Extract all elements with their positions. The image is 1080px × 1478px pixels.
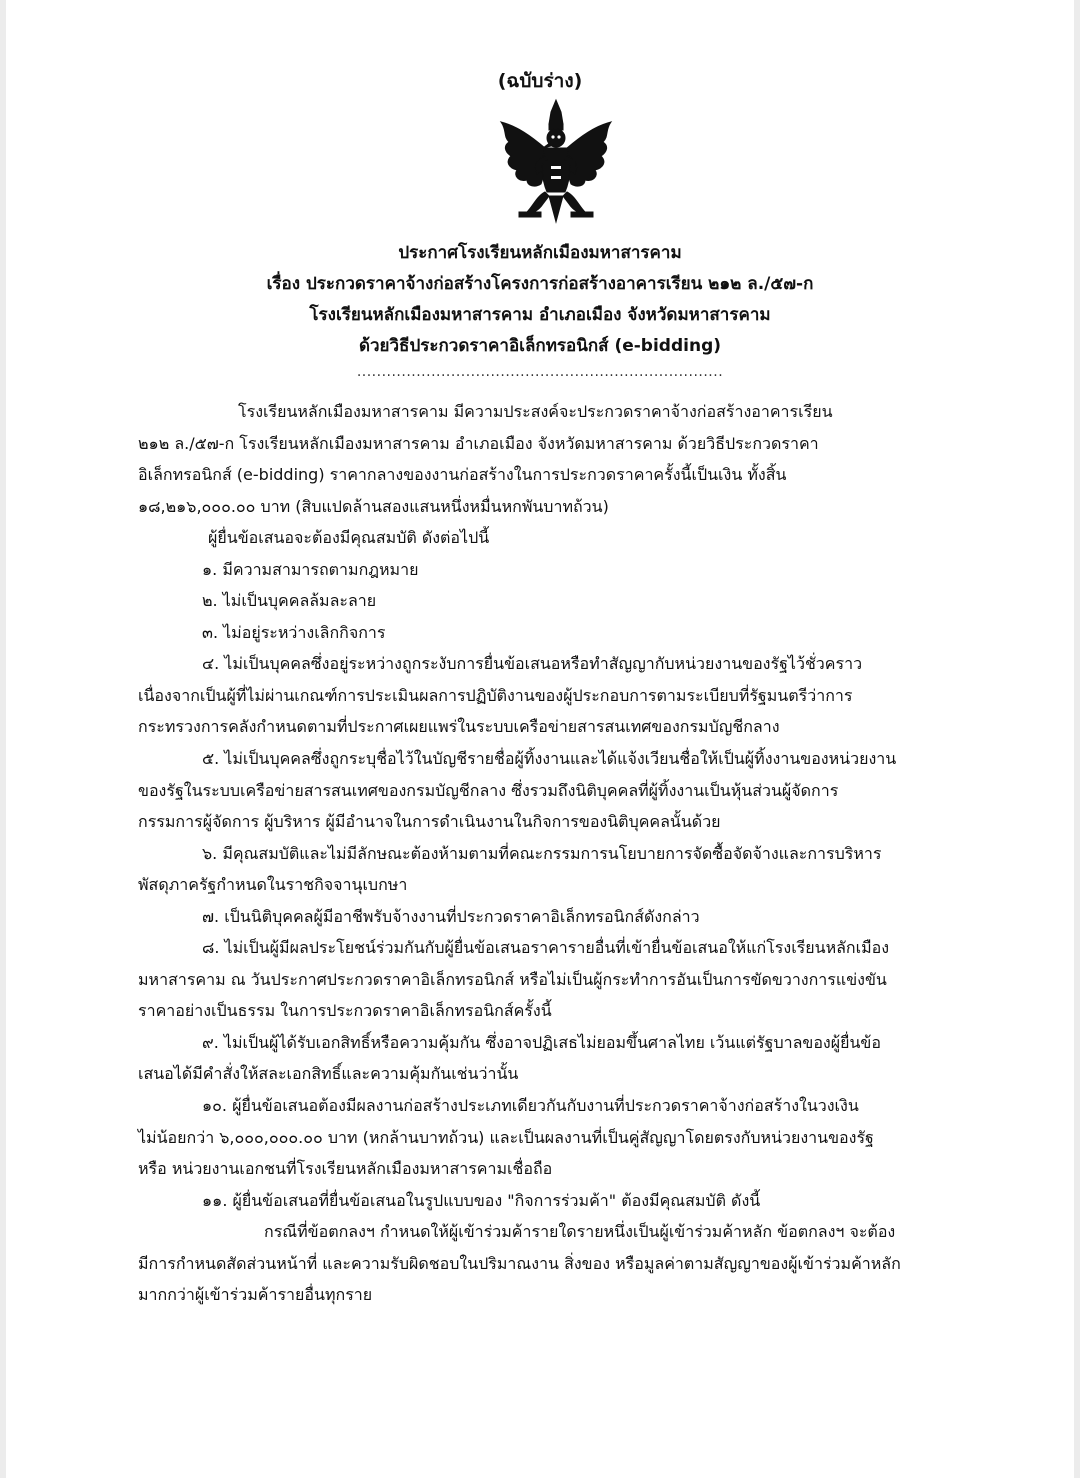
heading-title: ประกาศโรงเรียนหลักเมืองมหาสารคาม	[398, 243, 682, 263]
body-line: ๑. มีความสามารถตามกฎหมาย	[202, 559, 419, 579]
body-line: โรงเรียนหลักเมืองมหาสารคาม มีความประสงค์จะประกวดราคาจ้างก่อสร้างอาคารเรียน	[238, 402, 833, 421]
body-line: กรณีที่ข้อตกลงฯ กำหนดให้ผู้เข้าร่วมค้ารายใดรายหนึ่งเป็นผู้เข้าร่วมค้าหลัก ข้อตกลงฯ จะต้อง	[264, 1222, 896, 1242]
announcement-heading	[6, 238, 1074, 362]
body-line: อิเล็กทรอนิกส์ (e-bidding) ราคากลางของงานก่อสร้างในการประกวดราคาครั้งนี้เป็นเงิน ทั้งสิ้น	[138, 465, 787, 485]
body-line: ๖. มีคุณสมบัติและไม่มีลักษณะต้องห้ามตามที่คณะกรรมการนโยบายการจัดซื้อจัดจ้างและการบริหาร	[202, 843, 882, 863]
body-line: ๕. ไม่เป็นบุคคลซึ่งถูกระบุชื่อไว้ในบัญชีรายชื่อผู้ทิ้งงานและได้แจ้งเวียนชื่อให้เป็นผู้ทิ้งงานของหน่วยงาน	[202, 749, 897, 769]
body-line: ๓. ไม่อยู่ระหว่างเลิกกิจการ	[202, 622, 386, 642]
body-line: ๒๑๒ ล./๕๗-ก โรงเรียนหลักเมืองมหาสารคาม อำเภอเมือง จังหวัดมหาสารคาม ด้วยวิธีประกวดราคา	[138, 433, 819, 453]
heading-location: โรงเรียนหลักเมืองมหาสารคาม อำเภอเมือง จังหวัดมหาสารคาม	[309, 305, 771, 325]
heading-subject: เรื่อง ประกวดราคาจ้างก่อสร้างโครงการก่อสร้างอาคารเรียน ๒๑๒ ล./๕๗-ก	[266, 274, 814, 294]
body-line: ๙. ไม่เป็นผู้ได้รับเอกสิทธิ์หรือความคุ้มกัน ซึ่งอาจปฏิเสธไม่ยอมขึ้นศาลไทย เว้นแต่รัฐบาลของผู้ยื่นข้อ	[202, 1032, 881, 1052]
heading-method: ด้วยวิธีประกวดราคาอิเล็กทรอนิกส์ (e-bidding)	[358, 336, 722, 356]
body-line: พัสดุภาครัฐกำหนดในราชกิจจานุเบกษา	[138, 875, 408, 895]
draft-label: (ฉบับร่าง)	[497, 70, 583, 92]
body-line: ๑๑. ผู้ยื่นข้อเสนอที่ยื่นข้อเสนอในรูปแบบของ "กิจการร่วมค้า" ต้องมีคุณสมบัติ ดังนี้	[202, 1190, 761, 1210]
body-line: กรรมการผู้จัดการ ผู้บริหาร ผู้มีอำนาจในการดำเนินงานในกิจการของนิติบุคคลนั้นด้วย	[138, 812, 721, 832]
document-body	[138, 396, 988, 1311]
separator-line: ..........................................................................	[356, 364, 724, 380]
body-line: ไม่น้อยกว่า ๖,๐๐๐,๐๐๐.๐๐ บาท (หกล้านบาทถ้วน) และเป็นผลงานที่เป็นคู่สัญญาโดยตรงกับหน่วยงานของรัฐ	[138, 1127, 874, 1147]
body-line: ๘. ไม่เป็นผู้มีผลประโยชน์ร่วมกันกับผู้ยื่นข้อเสนอราคารายอื่นที่เข้ายื่นข้อเสนอให้แก่โรงเรียนหลักเมือง	[202, 938, 890, 958]
body-line: ๒. ไม่เป็นบุคคลล้มละลาย	[202, 591, 377, 611]
body-line: ของรัฐในระบบเครือข่ายสารสนเทศของกรมบัญชีกลาง ซึ่งรวมถึงนิติบุคคลที่ผู้ทิ้งงานเป็นหุ้นส่วนผู้จัดการ	[138, 780, 839, 800]
body-line: กระทรวงการคลังกำหนดตามที่ประกาศเผยแพร่ในระบบเครือข่ายสารสนเทศของกรมบัญชีกลาง	[138, 717, 780, 737]
body-line: หรือ หน่วยงานเอกชนที่โรงเรียนหลักเมืองมหาสารคามเชื่อถือ	[138, 1159, 553, 1179]
garuda-emblem-icon	[493, 96, 619, 232]
body-line: ๑๐. ผู้ยื่นข้อเสนอต้องมีผลงานก่อสร้างประเภทเดียวกันกับงานที่ประกวดราคาจ้างก่อสร้างในวงเงิน	[202, 1096, 859, 1116]
body-line: ๑๘,๒๑๖,๐๐๐.๐๐ บาท (สิบแปดล้านสองแสนหนึ่งหมื่นหกพันบาทถ้วน)	[138, 496, 609, 516]
body-line: เนื่องจากเป็นผู้ที่ไม่ผ่านเกณฑ์การประเมินผลการปฏิบัติงานของผู้ประกอบการตามระเบียบที่รัฐมนตรีว่าการ	[138, 685, 853, 705]
body-line: ราคาอย่างเป็นธรรม ในการประกวดราคาอิเล็กทรอนิกส์ครั้งนี้	[138, 1001, 552, 1021]
body-line: มหาสารคาม ณ วันประกาศประกวดราคาอิเล็กทรอนิกส์ หรือไม่เป็นผู้กระทำการอันเป็นการขัดขวางการแข่งขัน	[138, 969, 887, 989]
body-line: ผู้ยื่นข้อเสนอจะต้องมีคุณสมบัติ ดังต่อไปนี้	[208, 528, 490, 548]
body-line: ๔. ไม่เป็นบุคคลซึ่งอยู่ระหว่างถูกระงับการยื่นข้อเสนอหรือทำสัญญากับหน่วยงานของรัฐไว้ชั่วคราว	[202, 654, 863, 674]
body-line: ๗. เป็นนิติบุคคลผู้มีอาชีพรับจ้างงานที่ประกวดราคาอิเล็กทรอนิกส์ดังกล่าว	[202, 906, 700, 926]
body-line: มีการกำหนดสัดส่วนหน้าที่ และความรับผิดชอบในปริมาณงาน สิ่งของ หรือมูลค่าตามสัญญาของผู้เข้าร่วมค้าหลัก	[138, 1253, 901, 1273]
body-line: มากกว่าผู้เข้าร่วมค้ารายอื่นทุกราย	[138, 1285, 373, 1305]
body-line: เสนอได้มีคำสั่งให้สละเอกสิทธิ์และความคุ้มกันเช่นว่านั้น	[138, 1064, 519, 1084]
